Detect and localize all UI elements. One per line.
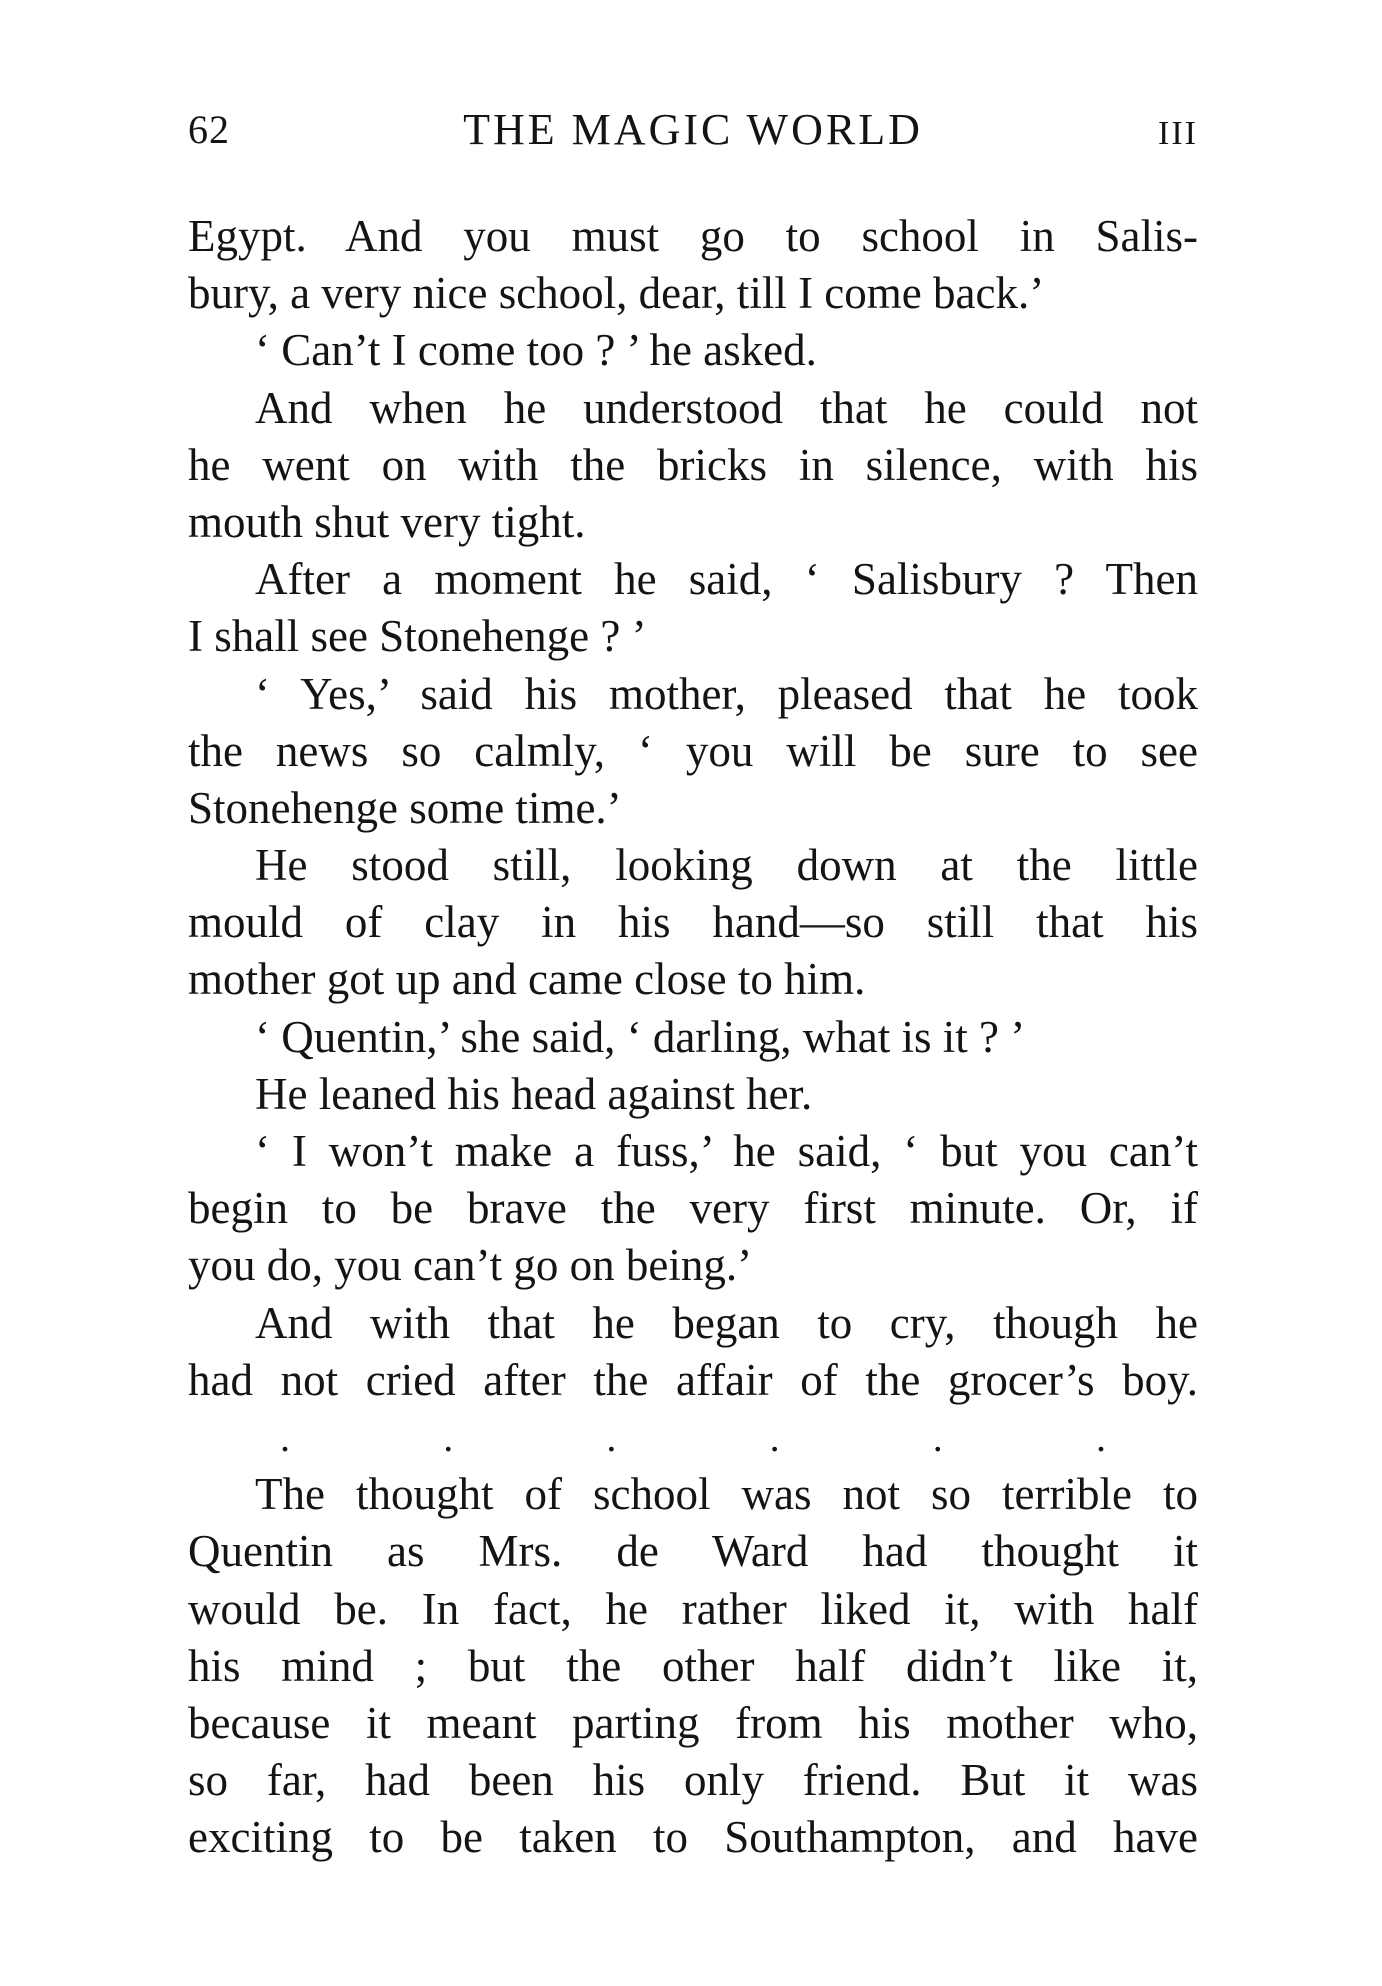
text-line: exciting to be taken to Southampton, and have <box>188 1812 1198 1863</box>
section-break-dot: . <box>932 1414 943 1460</box>
book-title: THE MAGIC WORLD <box>463 105 923 154</box>
text-line: He stood still, looking down at the little <box>255 840 1198 891</box>
text-line: he went on with the bricks in silence, with his <box>188 439 1198 490</box>
text-line: ‘ Yes,’ said his mother, pleased that he took <box>255 668 1198 719</box>
text-line: And with that he began to cry, though he <box>255 1297 1198 1348</box>
text-line: bury, a very nice school, dear, till I come back.’ <box>188 268 1045 319</box>
chapter-number: III <box>1158 115 1198 152</box>
text-line: mother got up and came close to him. <box>188 954 866 1005</box>
section-break-dot: . <box>443 1414 454 1460</box>
text-line: Egypt. And you must go to school in Salis- <box>188 211 1198 261</box>
text-line: because it meant parting from his mother who, <box>188 1697 1198 1748</box>
text-line: Stonehenge some time.’ <box>188 782 622 833</box>
section-break <box>188 1409 1198 1466</box>
text-line: begin to be brave the very first minute. Or, if <box>188 1183 1198 1234</box>
book-page <box>188 100 1198 1863</box>
running-head <box>188 100 1198 160</box>
text-line: mouth shut very tight. <box>188 496 586 547</box>
body-text <box>188 208 1198 1866</box>
page-number: 62 <box>188 107 230 152</box>
text-line: I shall see Stonehenge ? ’ <box>188 611 647 662</box>
text-line: his mind ; but the other half didn’t like it, <box>188 1640 1198 1691</box>
text-line: ‘ I won’t make a fuss,’ he said, ‘ but you can’t <box>255 1126 1198 1176</box>
section-break-dot: . <box>606 1414 617 1460</box>
text-line: And when he understood that he could not <box>255 382 1198 433</box>
text-line: He leaned his head against her. <box>255 1068 813 1119</box>
text-line: ‘ Can’t I come too ? ’ he asked. <box>255 325 817 376</box>
text-line: The thought of school was not so terrible to <box>255 1469 1198 1520</box>
section-break-dot: . <box>280 1414 290 1460</box>
section-break-dot: . <box>1095 1414 1106 1460</box>
text-line: After a moment he said, ‘ Salisbury ? Then <box>255 554 1198 605</box>
section-break-dot: . <box>769 1414 780 1460</box>
text-line: so far, had been his only friend. But it was <box>188 1755 1198 1806</box>
text-line: Quentin as Mrs. de Ward had thought it <box>188 1526 1198 1577</box>
text-line: mould of clay in his hand—so still that his <box>188 897 1198 948</box>
text-line: had not cried after the affair of the grocer’s boy. <box>188 1354 1198 1405</box>
text-line: ‘ Quentin,’ she said, ‘ darling, what is it ? ’ <box>255 1011 1026 1062</box>
text-line: would be. In fact, he rather liked it, with half <box>188 1583 1198 1634</box>
text-line: you do, you can’t go on being.’ <box>188 1240 753 1291</box>
text-line: the news so calmly, ‘ you will be sure to see <box>188 725 1198 776</box>
